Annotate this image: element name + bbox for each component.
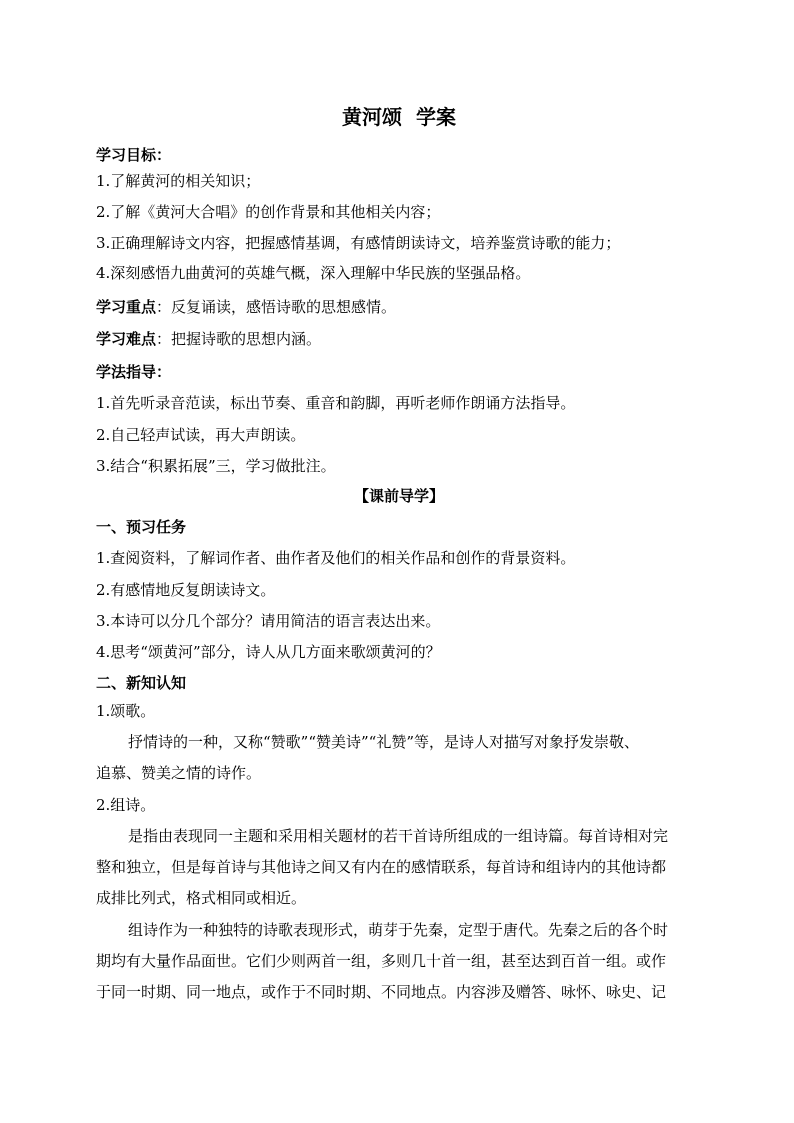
item1-line-2: 追慕、赞美之情的诗作。 [96, 764, 262, 782]
method-heading: 学法指导： [96, 363, 172, 381]
item2-para2-line-1: 组诗作为一种独特的诗歌表现形式，萌芽于先秦，定型于唐代。先秦之后的各个时 [128, 921, 669, 939]
key-point-text: ：反复诵读，感悟诗歌的思想感情。 [156, 298, 397, 316]
item2-para1-line-1: 是指由表现同一主题和采用相关题材的若干首诗所组成的一组诗篇。每首诗相对完 [128, 827, 669, 845]
method-item-3: 3.结合“积累拓展”三，学习做批注。 [96, 457, 336, 475]
difficulty-label: 学习难点 [96, 330, 157, 348]
objectives-heading: 学习目标： [96, 146, 172, 164]
item2-title: 2.组诗。 [96, 796, 156, 814]
method-item-2: 2.自己轻声试读，再大声朗读。 [96, 426, 306, 444]
new-knowledge-heading: 二、新知认知 [96, 674, 187, 692]
item1-title: 1.颂歌。 [96, 702, 156, 720]
preview-item-4: 4.思考“颂黄河”部分，诗人从几方面来歌颂黄河的？ [96, 643, 441, 661]
preview-item-2: 2.有感情地反复朗读诗文。 [96, 581, 276, 599]
item1-line-1: 抒情诗的一种，又称“赞歌”“赞美诗”“礼赞”等，是诗人对描写对象抒发崇敬、 [128, 733, 640, 751]
objective-item-1: 1.了解黄河的相关知识； [96, 172, 261, 190]
key-point-label: 学习重点 [96, 298, 157, 316]
difficulty-text: ：把握诗歌的思想内涵。 [156, 330, 322, 348]
objective-item-4: 4.深刻感悟九曲黄河的英雄气概，深入理解中华民族的坚强品格。 [96, 264, 531, 282]
preview-item-1: 1.查阅资料，了解词作者、曲作者及他们的相关作品和创作的背景资料。 [96, 549, 576, 567]
method-item-1: 1.首先听录音范读，标出节奏、重音和韵脚，再听老师作朗诵方法指导。 [96, 394, 576, 412]
item2-para2-line-3: 于同一时期、同一地点，或作于不同时期、不同地点。内容涉及赠答、咏怀、咏史、记 [96, 983, 667, 1001]
preview-heading: 一、预习任务 [96, 518, 187, 536]
document-title: 黄河颂 学案 [342, 105, 456, 129]
item2-para1-line-2: 整和独立，但是每首诗与其他诗之间又有内在的感情联系，每首诗和组诗内的其他诗都 [96, 858, 667, 876]
section-banner: 【课前导学】 [353, 487, 444, 505]
difficulty [96, 328, 321, 350]
objective-item-2: 2.了解《黄河大合唱》的创作背景和其他相关内容； [96, 203, 441, 221]
key-point [96, 296, 396, 318]
item2-para2-line-2: 期均有大量作品面世。它们少则两首一组，多则几十首一组，甚至达到百首一组。或作 [96, 952, 667, 970]
objective-item-3: 3.正确理解诗文内容，把握感情基调，有感情朗读诗文，培养鉴赏诗歌的能力； [96, 234, 621, 252]
preview-item-3: 3.本诗可以分几个部分？请用简洁的语言表达出来。 [96, 612, 441, 630]
item2-para1-line-3: 成排比列式，格式相同或相近。 [96, 889, 307, 907]
